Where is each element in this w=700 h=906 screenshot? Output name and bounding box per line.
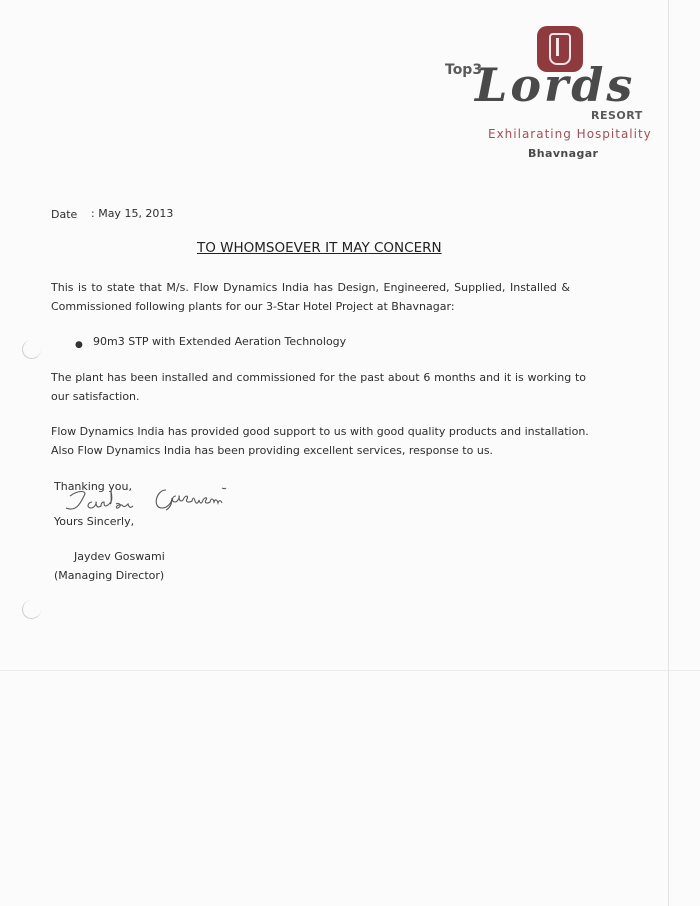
intro-paragraph: This is to state that M/s. Flow Dynamics India has Design, Engineered, Supplied, Installed & Commissioned following plants for our 3-Star Hotel Project at Bhavnagar: [51, 281, 570, 313]
date-label: Date [51, 208, 78, 221]
paragraph-support: Flow Dynamics India has provided good support to us with good quality products and installation. Also Flow Dynamics India has been providing excellent services, response to us. [51, 425, 589, 457]
bullet-dot-icon: ● [75, 340, 83, 350]
brand-top3: Top3 [445, 62, 483, 78]
signatory-name: Jaydev Goswami [74, 550, 165, 563]
page-edge [668, 0, 669, 906]
signatory-title: (Managing Director) [54, 569, 165, 582]
brand-resort: RESORT [591, 109, 643, 122]
punch-hole-mark [22, 340, 41, 359]
fold-line [0, 670, 700, 671]
closing-thanks: Thanking you, [54, 480, 132, 493]
paragraph-plant: The plant has been installed and commissioned for the past about 6 months and it is working to our satisfaction. [51, 371, 586, 403]
brand-city: Bhavnagar [528, 147, 599, 160]
punch-hole-mark [22, 600, 41, 619]
date-value: : May 15, 2013 [91, 207, 174, 220]
handwritten-signature [58, 482, 263, 516]
bullet-item: 90m3 STP with Extended Aeration Technology [93, 335, 347, 348]
brand-name: Lords [475, 58, 636, 112]
closing-yours: Yours Sincerly, [54, 515, 135, 528]
brand-tagline: Exhilarating Hospitality [488, 127, 652, 141]
letter-heading: TO WHOMSOEVER IT MAY CONCERN [197, 240, 442, 256]
